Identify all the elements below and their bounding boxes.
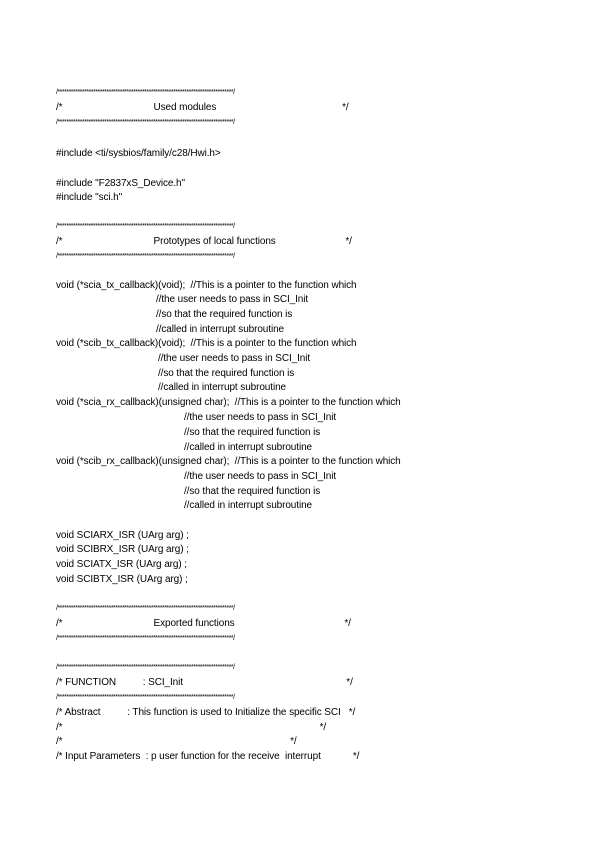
comment-divider: /*******************************************************************************/ bbox=[56, 223, 235, 230]
code-line: void SCIARX_ISR (UArg arg) ; bbox=[56, 530, 189, 541]
comment-divider: /*******************************************************************************/ bbox=[56, 635, 235, 642]
function-comment: /* */ bbox=[56, 722, 327, 733]
function-comment: /* */ bbox=[56, 736, 297, 747]
section-header: /* Prototypes of local functions */ bbox=[56, 236, 352, 247]
code-comment-line: //called in interrupt subroutine bbox=[184, 500, 312, 511]
code-line: void (*scia_tx_callback)(void); //This is a pointer to the function which bbox=[56, 280, 357, 291]
code-comment-line: //the user needs to pass in SCI_Init bbox=[184, 471, 337, 482]
function-comment: /* Abstract : This function is used to Initialize the specific SCI */ bbox=[56, 707, 356, 718]
comment-divider: /*******************************************************************************/ bbox=[56, 89, 235, 96]
function-comment: /* Input Parameters : p user function for the receive interrupt */ bbox=[56, 751, 360, 762]
comment-divider: /*******************************************************************************/ bbox=[56, 253, 235, 260]
comment-divider: /*******************************************************************************/ bbox=[56, 605, 235, 612]
code-line: void (*scib_rx_callback)(unsigned char); //This is a pointer to the function which bbox=[56, 456, 401, 467]
code-comment-line: //so that the required function is bbox=[184, 486, 321, 497]
comment-divider: /*******************************************************************************/ bbox=[56, 664, 235, 671]
code-line: void SCIATX_ISR (UArg arg) ; bbox=[56, 559, 187, 570]
code-comment-line: //the user needs to pass in SCI_Init bbox=[184, 412, 337, 423]
section-header: /* Exported functions */ bbox=[56, 618, 351, 629]
code-comment-line: //so that the required function is bbox=[158, 368, 295, 379]
comment-divider: /*******************************************************************************/ bbox=[56, 694, 235, 701]
code-comment-line: //the user needs to pass in SCI_Init bbox=[158, 353, 311, 364]
code-line: void (*scia_rx_callback)(unsigned char); //This is a pointer to the function which bbox=[56, 397, 401, 408]
code-comment-line: //the user needs to pass in SCI_Init bbox=[156, 294, 309, 305]
comment-divider: /*******************************************************************************/ bbox=[56, 119, 235, 126]
code-comment-line: //so that the required function is bbox=[184, 427, 321, 438]
code-line: void SCIBTX_ISR (UArg arg) ; bbox=[56, 574, 188, 585]
include-line: #include <ti/sysbios/family/c28/Hwi.h> bbox=[56, 148, 221, 159]
function-header: /* FUNCTION : SCI_Init */ bbox=[56, 677, 353, 688]
include-line: #include "sci.h" bbox=[56, 192, 123, 203]
code-comment-line: //called in interrupt subroutine bbox=[158, 382, 286, 393]
code-comment-line: //so that the required function is bbox=[156, 309, 293, 320]
code-line: void (*scib_tx_callback)(void); //This is a pointer to the function which bbox=[56, 338, 357, 349]
include-line: #include "F2837xS_Device.h" bbox=[56, 178, 185, 189]
section-header: /* Used modules */ bbox=[56, 102, 349, 113]
code-line: void SCIBRX_ISR (UArg arg) ; bbox=[56, 544, 189, 555]
code-comment-line: //called in interrupt subroutine bbox=[156, 324, 284, 335]
code-comment-line: //called in interrupt subroutine bbox=[184, 442, 312, 453]
